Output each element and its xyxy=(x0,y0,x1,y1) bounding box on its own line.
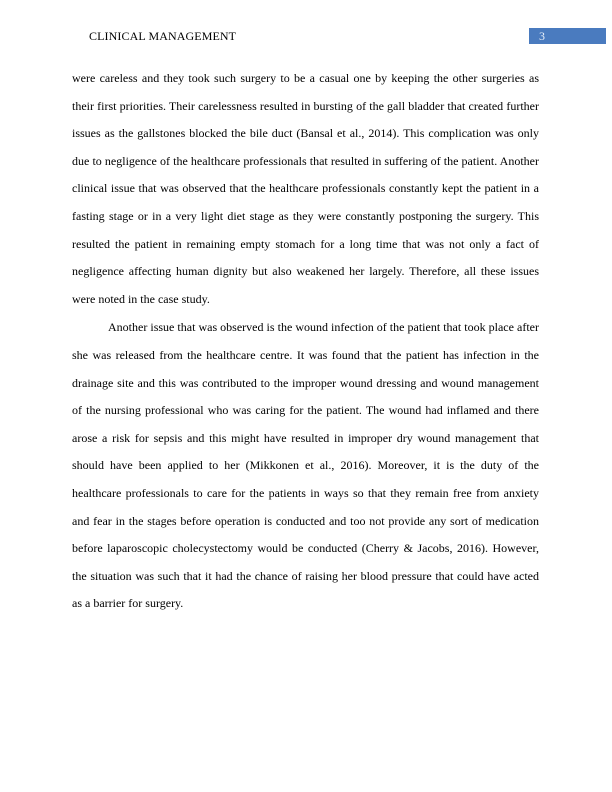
running-head: CLINICAL MANAGEMENT xyxy=(89,29,237,43)
page-number: 3 xyxy=(539,29,545,43)
body-text xyxy=(72,65,539,618)
page-number-bar xyxy=(529,28,606,44)
paragraph-continuation: were careless and they took such surgery to be a casual one by keeping the other surgeries as their first priorities. Their carelessness resulted in bursting of the gall bladder that created further issues as the gallstones blocked the bile duct (Bansal et al., 2014). This complication was only due to negligence of the healthcare professionals that resulted in suffering of the patient. Another clinical issue that was observed that the healthcare professionals constantly kept the patient in a fasting stage or in a very light diet stage as they were constantly postponing the surgery. This resulted the patient in remaining empty stomach for a long time that was not only a fact of negligence affecting human dignity but also weakened her largely. Therefore, all these issues were noted in the case study. xyxy=(72,71,539,306)
paragraph-wound-infection: Another issue that was observed is the wound infection of the patient that took place after she was released from the healthcare centre. It was found that the patient has infection in the drainage site and this was contributed to the improper wound dressing and wound management of the nursing professional who was caring for the patient. The wound had inflamed and there arose a risk for sepsis and this might have resulted in improper dry wound management that should have been applied to her (Mikkonen et al., 2016). Moreover, it is the duty of the healthcare professionals to care for the patients in ways so that they remain free from anxiety and fear in the stages before operation is conducted and too not provide any sort of medication before laparoscopic cholecystectomy would be conducted (Cherry & Jacobs, 2016). However, the situation was such that it had the chance of raising her blood pressure that could have acted as a barrier for surgery. xyxy=(72,320,539,611)
